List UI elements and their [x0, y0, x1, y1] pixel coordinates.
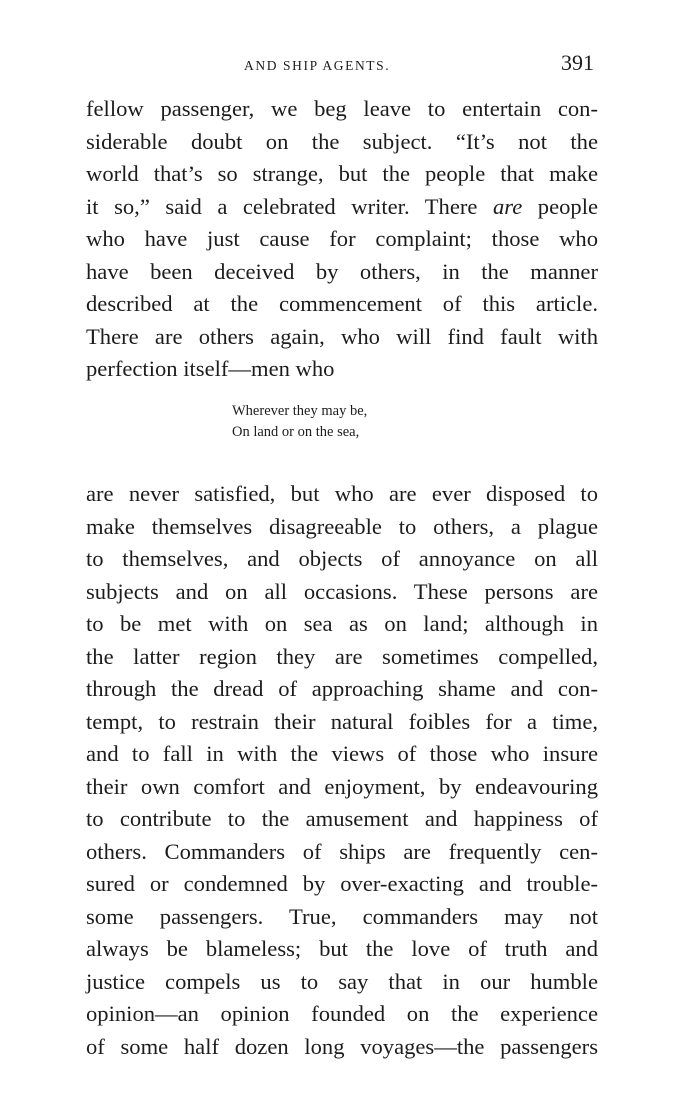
- text-line-end: people: [522, 193, 598, 219]
- text-line: to be met with on sea as on land; although in: [86, 611, 598, 636]
- verse-line: Wherever they may be,: [232, 403, 368, 419]
- text-line: [86, 191, 598, 224]
- text-line: to contribute to the amusement and happiness of: [86, 806, 598, 831]
- text-line: described at the commencement of this article.: [86, 291, 598, 316]
- italic-word: are: [492, 193, 523, 219]
- text-line: perfection itself—men who: [86, 356, 335, 381]
- text-line: through the dread of approaching shame and con-: [86, 676, 598, 701]
- text-line: of some half dozen long voyages—the passengers: [86, 1033, 598, 1059]
- running-head: AND SHIP AGENTS.: [244, 58, 391, 73]
- page-header: [86, 50, 596, 80]
- text-line: always be blameless; but the love of truth and: [86, 936, 598, 961]
- text-line: their own comfort and enjoyment, by endeavouring: [86, 773, 598, 799]
- text-line: siderable doubt on the subject. “It’s not the: [86, 128, 598, 154]
- text-line: have been deceived by others, in the manner: [86, 258, 598, 284]
- paragraph-1: [86, 93, 598, 386]
- text-line: There are others again, who will find fault with: [86, 323, 598, 349]
- text-line: the latter region they are sometimes compelled,: [86, 643, 598, 669]
- text-line: fellow passenger, we beg leave to entertain con-: [86, 96, 598, 121]
- text-line: justice compels us to say that in our humble: [86, 968, 598, 994]
- text-line: who have just cause for complaint; those who: [86, 226, 598, 251]
- page-number: 391: [561, 50, 594, 75]
- paragraph-2: [86, 478, 598, 1063]
- text-line: some passengers. True, commanders may not: [86, 903, 598, 929]
- verse-line: On land or on the sea,: [232, 424, 360, 440]
- text-line: opinion—an opinion founded on the experience: [86, 1001, 598, 1026]
- text-line-start: it so,” said a celebrated writer. There: [86, 193, 493, 219]
- text-line: world that’s so strange, but the people that make: [86, 161, 598, 186]
- text-line: subjects and on all occasions. These persons are: [86, 578, 598, 604]
- text-line: make themselves disagreeable to others, a plague: [86, 513, 598, 539]
- text-line: others. Commanders of ships are frequently cen-: [86, 838, 598, 864]
- text-line: to themselves, and objects of annoyance on all: [86, 546, 598, 571]
- verse-quote: [232, 401, 367, 443]
- text-line: and to fall in with the views of those who insure: [86, 741, 598, 766]
- text-line: tempt, to restrain their natural foibles for a time,: [86, 708, 598, 734]
- text-line: are never satisfied, but who are ever disposed to: [86, 481, 598, 506]
- text-line: sured or condemned by over-exacting and trouble-: [86, 871, 598, 896]
